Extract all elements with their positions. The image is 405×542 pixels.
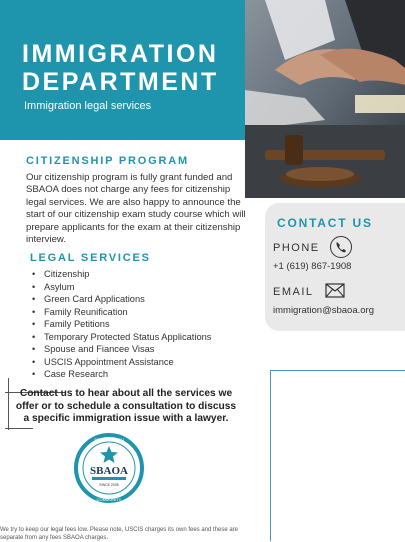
fees-note: We try to keep our legal fees low. Please note, USCIS charges its own fees and these are separate from any fees SBAOA charges.: [0, 527, 239, 541]
contact-us-heading: CONTACT US: [277, 216, 373, 230]
list-item: • USCIS Appointment Assistance: [32, 356, 211, 369]
phone-icon: [330, 236, 352, 258]
list-item: • Citizenship: [32, 268, 211, 281]
title-line-2: DEPARTMENT: [22, 68, 219, 96]
list-item: • Family Reunification: [32, 306, 211, 319]
logo-wordmark: SBAOA: [90, 465, 128, 477]
blank-box: [270, 370, 405, 541]
list-item: • Asylum: [32, 281, 211, 294]
handshake-photo: [245, 0, 405, 198]
list-item: • Spouse and Fiancee Visas: [32, 343, 211, 356]
list-item: • Temporary Protected Status Applications: [32, 331, 211, 344]
phone-number[interactable]: +1 (619) 867-1908: [273, 261, 352, 272]
email-label: EMAIL: [273, 286, 314, 298]
frame-line-v: [8, 378, 9, 430]
logo-tagline: SINCE 2005: [99, 483, 119, 487]
legal-services-list: [32, 268, 211, 381]
title-line-1: IMMIGRATION: [22, 40, 219, 68]
sbaoa-logo: [70, 432, 148, 504]
logo-ring-bottom: COMMUNITY: [96, 497, 122, 502]
email-address[interactable]: immigration@sbaoa.org: [273, 305, 374, 316]
page-title: [22, 40, 219, 96]
contact-card: [265, 203, 405, 331]
citizenship-program-text: Our citizenship program is fully grant funded and SBAOA does not charge any fees for citizenship legal services. We are also happy to announce the start of our citizenship exam study course which will prepare applicants for the exam at their citizenship interview.: [26, 172, 246, 246]
list-item: • Family Petitions: [32, 318, 211, 331]
list-item: • Green Card Applications: [32, 293, 211, 306]
legal-services-heading: LEGAL SERVICES: [30, 252, 151, 264]
phone-label: PHONE: [273, 242, 320, 254]
header-band: [0, 0, 245, 140]
list-item: • Case Research: [32, 368, 211, 381]
call-to-action: Contact us to hear about all the services we offer or to schedule a consultation to discuss a specific immigration issue with a lawyer.: [15, 388, 237, 424]
email-icon: [325, 283, 345, 298]
logo-ring-top: SOMALI BANTU: [94, 437, 124, 442]
page-subtitle: Immigration legal services: [24, 100, 152, 112]
frame-line-h: [5, 428, 33, 429]
citizenship-program-heading: CITIZENSHIP PROGRAM: [26, 155, 189, 167]
